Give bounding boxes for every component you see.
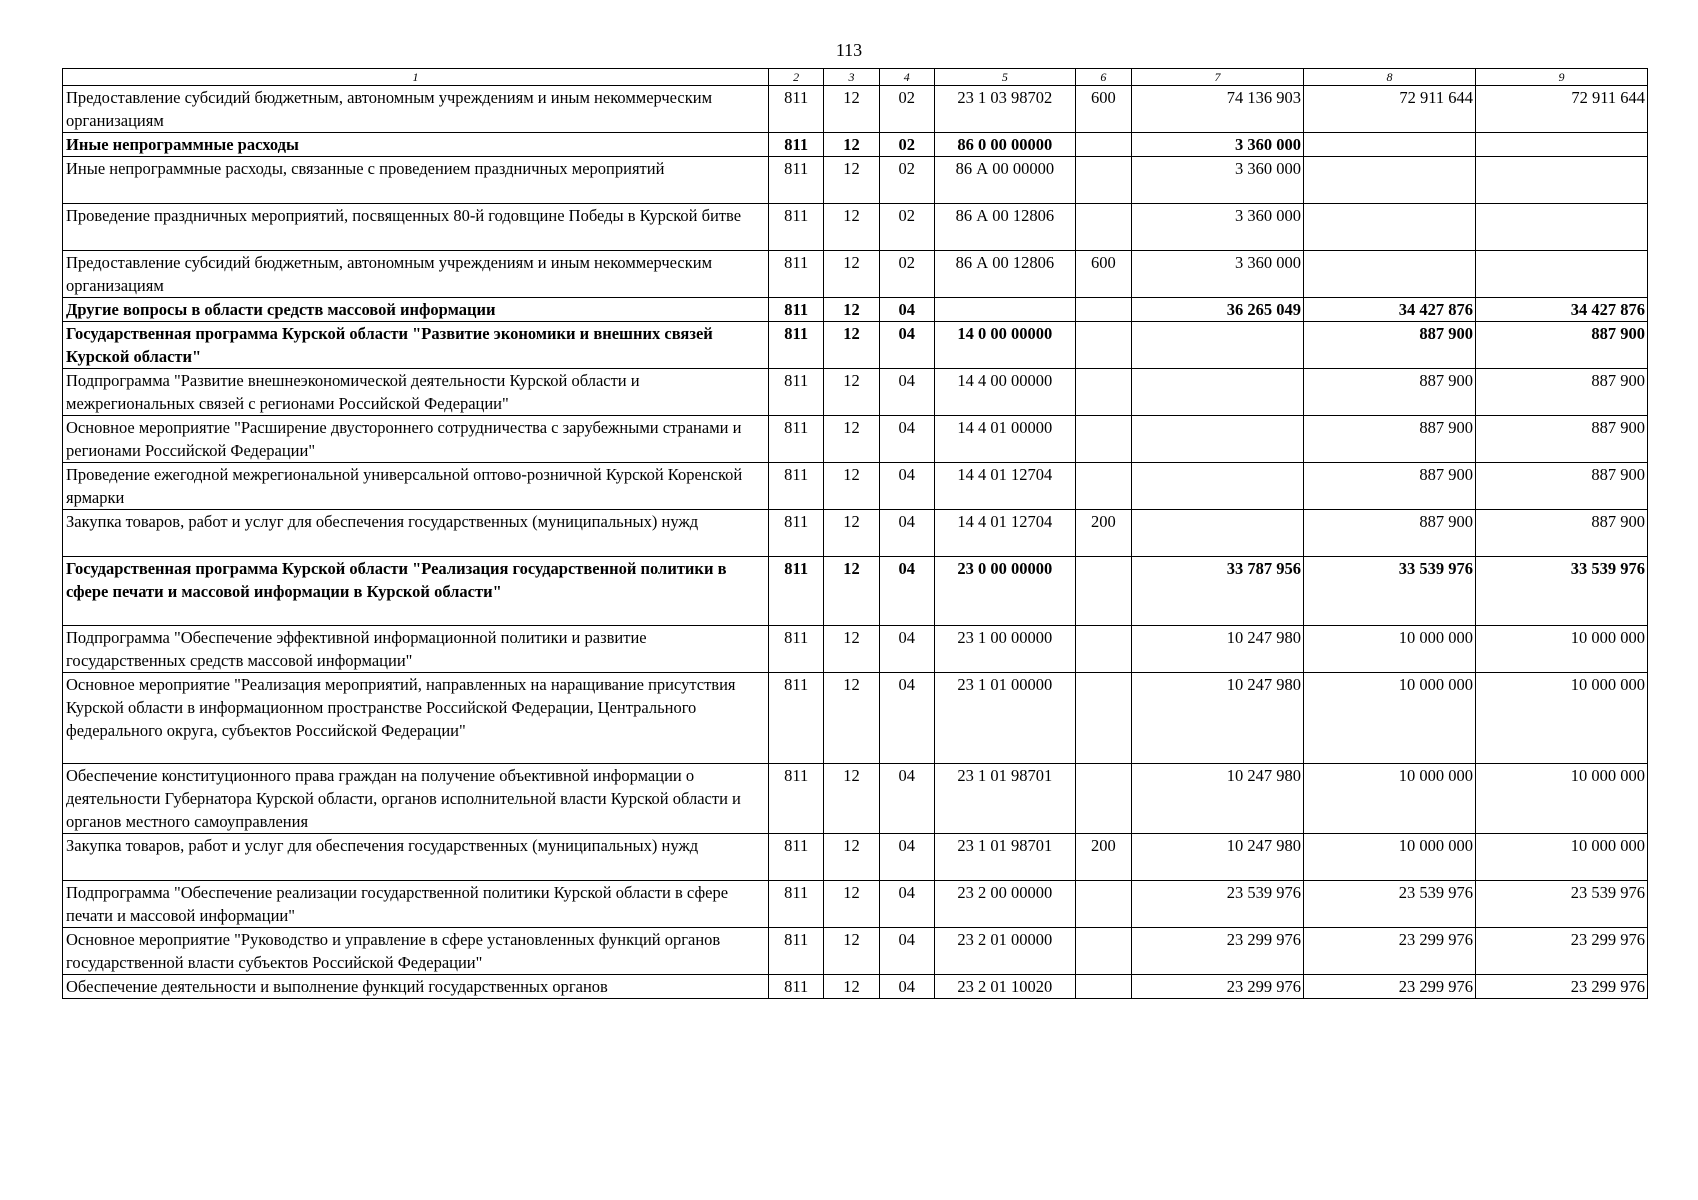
row-col5: 86 0 00 00000	[934, 133, 1075, 157]
row-col8: 887 900	[1304, 416, 1476, 463]
row-col2: 811	[769, 157, 824, 204]
row-col6	[1075, 764, 1131, 834]
row-col8	[1304, 133, 1476, 157]
row-col8: 34 427 876	[1304, 298, 1476, 322]
row-name: Обеспечение деятельности и выполнение функций государственных органов	[63, 975, 769, 999]
table-row	[63, 928, 1648, 975]
row-col8: 23 299 976	[1304, 928, 1476, 975]
row-col5: 23 2 01 10020	[934, 975, 1075, 999]
row-col9: 10 000 000	[1475, 834, 1647, 881]
row-col5: 14 4 00 00000	[934, 369, 1075, 416]
table-row	[63, 975, 1648, 999]
row-col5: 86 А 00 12806	[934, 251, 1075, 298]
row-col3: 12	[824, 557, 879, 626]
row-col4: 04	[879, 975, 934, 999]
row-col4: 04	[879, 834, 934, 881]
row-col4: 02	[879, 251, 934, 298]
row-col5: 86 А 00 12806	[934, 204, 1075, 251]
row-col4: 02	[879, 86, 934, 133]
row-col2: 811	[769, 416, 824, 463]
row-col9	[1475, 251, 1647, 298]
table-row	[63, 834, 1648, 881]
row-col2: 811	[769, 764, 824, 834]
row-col4: 04	[879, 369, 934, 416]
header-cell-6: 6	[1075, 69, 1131, 86]
row-col4: 02	[879, 133, 934, 157]
row-col9: 10 000 000	[1475, 764, 1647, 834]
row-col4: 04	[879, 673, 934, 764]
row-col7	[1132, 510, 1304, 557]
row-col6	[1075, 928, 1131, 975]
row-col2: 811	[769, 133, 824, 157]
row-col4: 04	[879, 322, 934, 369]
row-col9: 887 900	[1475, 463, 1647, 510]
header-cell-2: 2	[769, 69, 824, 86]
row-col7: 33 787 956	[1132, 557, 1304, 626]
row-col9	[1475, 157, 1647, 204]
row-col6	[1075, 133, 1131, 157]
row-col2: 811	[769, 204, 824, 251]
row-col7: 74 136 903	[1132, 86, 1304, 133]
row-name: Иные непрограммные расходы, связанные с проведением праздничных мероприятий	[63, 157, 769, 204]
row-col7	[1132, 369, 1304, 416]
table-row	[63, 369, 1648, 416]
row-col8	[1304, 204, 1476, 251]
row-col3: 12	[824, 322, 879, 369]
row-col7: 23 299 976	[1132, 928, 1304, 975]
row-col5	[934, 298, 1075, 322]
row-name: Предоставление субсидий бюджетным, автономным учреждениям и иным некоммерческим организациям	[63, 251, 769, 298]
row-col8: 887 900	[1304, 463, 1476, 510]
row-col6	[1075, 416, 1131, 463]
row-col6: 600	[1075, 251, 1131, 298]
row-col9: 887 900	[1475, 369, 1647, 416]
row-col7: 3 360 000	[1132, 251, 1304, 298]
row-col3: 12	[824, 510, 879, 557]
row-col2: 811	[769, 673, 824, 764]
row-col8: 887 900	[1304, 369, 1476, 416]
row-col9	[1475, 204, 1647, 251]
row-col7: 3 360 000	[1132, 133, 1304, 157]
table-row	[63, 673, 1648, 764]
row-col4: 04	[879, 298, 934, 322]
row-col7: 3 360 000	[1132, 204, 1304, 251]
row-col8: 10 000 000	[1304, 673, 1476, 764]
row-col7: 10 247 980	[1132, 764, 1304, 834]
row-col6	[1075, 626, 1131, 673]
row-col4: 04	[879, 463, 934, 510]
row-col6	[1075, 157, 1131, 204]
row-col7: 10 247 980	[1132, 834, 1304, 881]
row-col2: 811	[769, 557, 824, 626]
table-row	[63, 881, 1648, 928]
row-col5: 23 1 01 98701	[934, 764, 1075, 834]
table-row	[63, 157, 1648, 204]
row-name: Подпрограмма "Обеспечение реализации государственной политики Курской области в сфере печати и массовой информации"	[63, 881, 769, 928]
row-col5: 86 А 00 00000	[934, 157, 1075, 204]
row-name: Предоставление субсидий бюджетным, автономным учреждениям и иным некоммерческим организациям	[63, 86, 769, 133]
row-col2: 811	[769, 975, 824, 999]
table-row	[63, 133, 1648, 157]
row-col3: 12	[824, 416, 879, 463]
row-col3: 12	[824, 881, 879, 928]
header-cell-8: 8	[1304, 69, 1476, 86]
row-col9: 23 299 976	[1475, 975, 1647, 999]
row-col7: 10 247 980	[1132, 673, 1304, 764]
row-col8	[1304, 251, 1476, 298]
page-number: 113	[835, 40, 863, 60]
row-col2: 811	[769, 928, 824, 975]
row-col4: 04	[879, 416, 934, 463]
row-col2: 811	[769, 626, 824, 673]
budget-table	[62, 68, 1648, 999]
row-name: Закупка товаров, работ и услуг для обеспечения государственных (муниципальных) нужд	[63, 510, 769, 557]
row-col7: 23 539 976	[1132, 881, 1304, 928]
row-col5: 14 4 01 12704	[934, 510, 1075, 557]
row-col7: 36 265 049	[1132, 298, 1304, 322]
table-row	[63, 557, 1648, 626]
row-col6	[1075, 204, 1131, 251]
row-col2: 811	[769, 86, 824, 133]
row-col3: 12	[824, 834, 879, 881]
header-cell-9: 9	[1475, 69, 1647, 86]
row-name: Проведение праздничных мероприятий, посвященных 80-й годовщине Победы в Курской битве	[63, 204, 769, 251]
row-name: Проведение ежегодной межрегиональной универсальной оптово-розничной Курской Коренской ярмарки	[63, 463, 769, 510]
row-col5: 23 1 00 00000	[934, 626, 1075, 673]
row-name: Иные непрограммные расходы	[63, 133, 769, 157]
row-col6	[1075, 881, 1131, 928]
row-col8	[1304, 157, 1476, 204]
row-col8: 10 000 000	[1304, 764, 1476, 834]
row-col5: 23 1 01 98701	[934, 834, 1075, 881]
row-col9: 887 900	[1475, 416, 1647, 463]
row-col9: 72 911 644	[1475, 86, 1647, 133]
row-name: Закупка товаров, работ и услуг для обеспечения государственных (муниципальных) нужд	[63, 834, 769, 881]
row-col4: 04	[879, 764, 934, 834]
row-col5: 23 1 03 98702	[934, 86, 1075, 133]
row-col2: 811	[769, 463, 824, 510]
row-col2: 811	[769, 369, 824, 416]
row-col4: 02	[879, 204, 934, 251]
row-col7: 10 247 980	[1132, 626, 1304, 673]
table-row	[63, 298, 1648, 322]
row-col3: 12	[824, 764, 879, 834]
table-row	[63, 463, 1648, 510]
row-col7: 3 360 000	[1132, 157, 1304, 204]
row-col2: 811	[769, 881, 824, 928]
row-col9: 23 539 976	[1475, 881, 1647, 928]
row-col7	[1132, 322, 1304, 369]
row-name: Основное мероприятие "Реализация мероприятий, направленных на наращивание присутствия Курской области в информационном пространстве Российской Федерации, Центрального федерального округа, субъектов Российской Федерации"	[63, 673, 769, 764]
row-col6	[1075, 369, 1131, 416]
row-col9: 10 000 000	[1475, 626, 1647, 673]
row-col5: 14 0 00 00000	[934, 322, 1075, 369]
row-col7	[1132, 416, 1304, 463]
row-col4: 04	[879, 557, 934, 626]
row-col9: 33 539 976	[1475, 557, 1647, 626]
row-col9: 34 427 876	[1475, 298, 1647, 322]
row-col5: 23 2 01 00000	[934, 928, 1075, 975]
row-col8: 72 911 644	[1304, 86, 1476, 133]
table-row	[63, 322, 1648, 369]
row-col3: 12	[824, 369, 879, 416]
row-col6	[1075, 298, 1131, 322]
row-name: Государственная программа Курской области "Реализация государственной политики в сфере печати и массовой информации в Курской области"	[63, 557, 769, 626]
table-row	[63, 626, 1648, 673]
row-col3: 12	[824, 86, 879, 133]
header-cell-4: 4	[879, 69, 934, 86]
table-row	[63, 86, 1648, 133]
row-col2: 811	[769, 510, 824, 557]
row-col6	[1075, 463, 1131, 510]
row-col3: 12	[824, 157, 879, 204]
row-col6	[1075, 673, 1131, 764]
header-cell-3: 3	[824, 69, 879, 86]
row-col6	[1075, 975, 1131, 999]
table-row	[63, 764, 1648, 834]
row-col6	[1075, 322, 1131, 369]
row-col9: 887 900	[1475, 510, 1647, 557]
row-col8: 10 000 000	[1304, 626, 1476, 673]
row-col4: 04	[879, 510, 934, 557]
row-name: Обеспечение конституционного права граждан на получение объективной информации о деятельности Губернатора Курской области, органов исполнительной власти Курской области и органов местного самоуправления	[63, 764, 769, 834]
row-name: Подпрограмма "Развитие внешнеэкономической деятельности Курской области и межрегиональных связей с регионами Российской Федерации"	[63, 369, 769, 416]
header-row	[63, 69, 1648, 86]
row-col3: 12	[824, 626, 879, 673]
row-col7	[1132, 463, 1304, 510]
header-cell-1: 1	[63, 69, 769, 86]
table-body	[63, 69, 1648, 999]
row-name: Основное мероприятие "Руководство и управление в сфере установленных функций органов государственной власти субъектов Российской Федерации"	[63, 928, 769, 975]
row-name: Подпрограмма "Обеспечение эффективной информационной политики и развитие государственных средств массовой информации"	[63, 626, 769, 673]
row-col5: 14 4 01 12704	[934, 463, 1075, 510]
row-col8: 23 539 976	[1304, 881, 1476, 928]
row-col8: 23 299 976	[1304, 975, 1476, 999]
header-cell-7: 7	[1132, 69, 1304, 86]
row-col6: 600	[1075, 86, 1131, 133]
row-name: Основное мероприятие "Расширение двустороннего сотрудничества с зарубежными странами и регионами Российской Федерации"	[63, 416, 769, 463]
row-col4: 02	[879, 157, 934, 204]
table-row	[63, 416, 1648, 463]
row-col6: 200	[1075, 834, 1131, 881]
row-col2: 811	[769, 298, 824, 322]
row-col5: 23 0 00 00000	[934, 557, 1075, 626]
row-name: Другие вопросы в области средств массовой информации	[63, 298, 769, 322]
row-col9	[1475, 133, 1647, 157]
row-col4: 04	[879, 626, 934, 673]
row-col9: 10 000 000	[1475, 673, 1647, 764]
row-col5: 23 1 01 00000	[934, 673, 1075, 764]
row-col3: 12	[824, 975, 879, 999]
row-col3: 12	[824, 928, 879, 975]
row-col3: 12	[824, 298, 879, 322]
row-col8: 887 900	[1304, 510, 1476, 557]
table-row	[63, 204, 1648, 251]
row-col5: 14 4 01 00000	[934, 416, 1075, 463]
row-col2: 811	[769, 322, 824, 369]
row-col6: 200	[1075, 510, 1131, 557]
row-col6	[1075, 557, 1131, 626]
row-col7: 23 299 976	[1132, 975, 1304, 999]
row-name: Государственная программа Курской области "Развитие экономики и внешних связей Курской области"	[63, 322, 769, 369]
row-col8: 33 539 976	[1304, 557, 1476, 626]
row-col9: 23 299 976	[1475, 928, 1647, 975]
row-col3: 12	[824, 251, 879, 298]
table-row	[63, 251, 1648, 298]
row-col3: 12	[824, 673, 879, 764]
row-col4: 04	[879, 881, 934, 928]
table-row	[63, 510, 1648, 557]
row-col3: 12	[824, 463, 879, 510]
row-col9: 887 900	[1475, 322, 1647, 369]
row-col3: 12	[824, 133, 879, 157]
row-col4: 04	[879, 928, 934, 975]
row-col8: 10 000 000	[1304, 834, 1476, 881]
row-col2: 811	[769, 834, 824, 881]
row-col3: 12	[824, 204, 879, 251]
header-cell-5: 5	[934, 69, 1075, 86]
row-col8: 887 900	[1304, 322, 1476, 369]
row-col5: 23 2 00 00000	[934, 881, 1075, 928]
row-col2: 811	[769, 251, 824, 298]
